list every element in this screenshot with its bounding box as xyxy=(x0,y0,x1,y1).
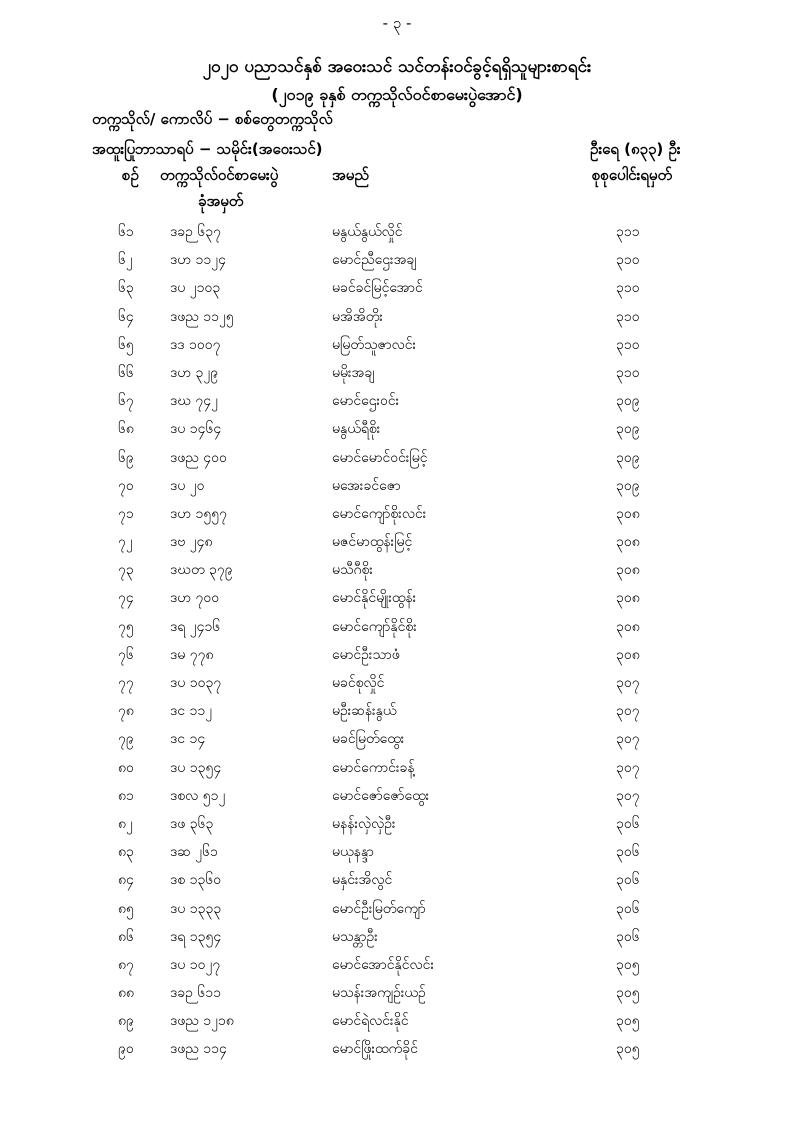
total-score: ၃၁၀ xyxy=(616,364,640,381)
total-score: ၃၀၅ xyxy=(616,985,640,1002)
row-number: ၇၃ xyxy=(118,562,134,579)
row-number: ၇၅ xyxy=(118,618,134,635)
row-number: ၇၇ xyxy=(118,675,134,691)
table-row xyxy=(0,673,794,701)
row-number: ၈၄ xyxy=(118,872,134,889)
roll-number: ဒဃ ၇၄၂ xyxy=(170,393,219,410)
student-name: မောင်ကောင်းခန့် xyxy=(332,759,415,776)
table-row xyxy=(0,870,794,898)
roll-number: ဒဆ ၂၆၁ xyxy=(170,844,218,861)
row-number: ၆၄ xyxy=(118,308,134,325)
roll-number: ဒပ ၁၄၆၄ xyxy=(170,421,222,438)
table-row xyxy=(0,645,794,673)
row-number: ၈၉ xyxy=(118,1013,134,1030)
roll-number: ဒဟ ၇၀၀ xyxy=(170,590,220,607)
row-number: ၆၉ xyxy=(118,449,134,466)
student-name: မောင်ဦးသာဖံ xyxy=(332,646,400,663)
major-line: အထူးပြုဘာသာရပ် − သမိုင်း(အဝေးသင်) xyxy=(92,140,323,158)
total-score: ၃၀၈ xyxy=(616,534,640,551)
roll-number: ဒပ ၂၀ xyxy=(170,477,205,494)
roll-number: ဒစလ ၅၁၂ xyxy=(170,787,226,804)
student-name: မခင်မြတ်ထွေး xyxy=(332,731,405,748)
row-number: ၈၆ xyxy=(118,928,134,945)
table-row xyxy=(0,504,794,532)
count-label: ဦးရေ (၈၃၃) ဦး xyxy=(590,140,681,158)
student-name: မသန္တာဦး xyxy=(332,928,378,945)
table-row xyxy=(0,363,794,391)
student-name: မောင်ဇော်ဇော်ထွေး xyxy=(332,787,430,804)
table-row xyxy=(0,335,794,363)
total-score: ၃၀၆ xyxy=(616,900,640,917)
student-name: မနွယ်နွယ်လှိုင် xyxy=(332,224,403,240)
row-number: ၆၈ xyxy=(118,421,134,438)
student-name: မောင်ဌေးဝင်း xyxy=(332,393,400,410)
total-score: ၃၀၇ xyxy=(616,703,640,720)
student-name: မယုနန္ဒာ xyxy=(332,844,374,861)
header-score: စုစုပေါင်းရမှတ် xyxy=(592,166,673,184)
roll-number: ဒရ ၁၃၅၄ xyxy=(170,928,222,945)
table-row xyxy=(0,899,794,927)
roll-number: ဒခဉ ၆၁၁ xyxy=(170,985,222,1002)
row-number: ၈၂ xyxy=(118,815,133,832)
total-score: ၃၀၈ xyxy=(616,590,640,607)
roll-number: ဒဖည ၄၀၀ xyxy=(170,449,227,466)
student-name: မနန်းလှဲလှဲဦး xyxy=(332,815,396,832)
table-row xyxy=(0,391,794,419)
row-number: ၇၄ xyxy=(118,590,134,607)
total-score: ၃၀၅ xyxy=(616,956,640,973)
roll-number: ဒခဉ ၆၃၇ xyxy=(170,224,222,240)
total-score: ၃၀၆ xyxy=(616,815,640,832)
row-number: ၈၁ xyxy=(118,787,134,804)
table-row xyxy=(0,814,794,842)
total-score: ၃၀၈ xyxy=(616,646,640,663)
table-row xyxy=(0,588,794,616)
roll-number: ဒပ ၁၃၅၄ xyxy=(170,759,222,776)
roll-number: ဒစ ၁၃၆၀ xyxy=(170,872,222,889)
row-number: ၇၁ xyxy=(118,505,134,522)
row-number: ၇၆ xyxy=(118,646,134,663)
roll-number: ဒပ ၁၃၃၃ xyxy=(170,900,222,917)
total-score: ၃၀၉ xyxy=(616,421,640,438)
total-score: ၃၀၇ xyxy=(616,759,640,776)
roll-number: ဒဒ ၁၀၀၇ xyxy=(170,336,221,353)
table-row xyxy=(0,758,794,786)
total-score: ၃၀၇ xyxy=(616,787,640,804)
page-number: - ၃ - xyxy=(382,14,412,32)
row-number: ၆၅ xyxy=(118,336,134,353)
row-number: ၆၃ xyxy=(118,280,134,297)
document-title: ၂၀၂၀ ပညာသင်နှစ် အဝေးသင် သင်တန်းဝင်ခွင့်ရရှိသူများစာရင်း xyxy=(202,57,592,77)
roll-number: ဒဟ ၃၂၉ xyxy=(170,364,219,381)
total-score: ၃၀၉ xyxy=(616,477,640,494)
student-name: မနှင်းအိလွင် xyxy=(332,872,393,889)
university-line: တက္ကသိုလ်/ ကောလိပ် − စစ်တွေတက္ကသိုလ် xyxy=(92,110,333,128)
total-score: ၃၁၀ xyxy=(616,280,640,297)
student-name: မမြတ်သူဇာလင်း xyxy=(332,336,417,353)
table-row xyxy=(0,842,794,870)
table-row xyxy=(0,729,794,757)
total-score: ၃၀၆ xyxy=(616,872,640,889)
document-subtitle: (၂၀၁၉ ခုနှစ် တက္ကသိုလ်ဝင်စာမေးပွဲအောင်) xyxy=(271,85,523,104)
student-name: မောင်မောင်ဝင်းမြင့် xyxy=(332,449,428,466)
table-row xyxy=(0,560,794,588)
row-number: ၉၀ xyxy=(118,1041,134,1058)
total-score: ၃၀၆ xyxy=(616,844,640,861)
student-name: မအေးခင်ဇော xyxy=(332,477,401,494)
total-score: ၃၀၈ xyxy=(616,505,640,522)
student-name: မောင်အောင်နိုင်လင်း xyxy=(332,956,434,973)
student-name: မောင်နိုင်မျိုးထွန်း xyxy=(332,590,417,607)
total-score: ၃၀၈ xyxy=(616,562,640,579)
roll-number: ဒဟ ၁၅၅၇ xyxy=(170,505,227,522)
table-row xyxy=(0,1039,794,1067)
header-no: စဉ် xyxy=(122,166,139,184)
table-row xyxy=(0,786,794,814)
student-name: မမိုးအချ xyxy=(332,364,375,381)
student-name: မောင်ဖြိုးထက်ခိုင် xyxy=(332,1041,418,1058)
total-score: ၃၀၅ xyxy=(616,1013,640,1030)
row-number: ၇၂ xyxy=(118,534,133,551)
roll-number: ဒင ၁၄ xyxy=(170,731,206,748)
roll-number: ဒရ ၂၄၁၆ xyxy=(170,618,221,635)
roll-number: ဒဟ ၁၁၂၄ xyxy=(170,252,226,269)
row-number: ၇၉ xyxy=(118,731,134,748)
row-number: ၈၃ xyxy=(118,844,134,861)
total-score: ၃၀၉ xyxy=(616,449,640,466)
student-name: မဇင်မာထွန်းမြင့် xyxy=(332,534,413,551)
table-row xyxy=(0,278,794,306)
student-name: မခင်စုလှိုင် xyxy=(332,675,385,691)
table-row xyxy=(0,476,794,504)
total-score: ၃၁၁ xyxy=(616,224,640,240)
row-number: ၆၂ xyxy=(118,252,133,269)
table-row xyxy=(0,955,794,983)
total-score: ၃၀၇ xyxy=(616,731,640,748)
total-score: ၃၀၆ xyxy=(616,928,640,945)
row-number: ၈၈ xyxy=(118,985,134,1002)
student-name: မဦးဆန်းနွယ် xyxy=(332,703,397,720)
roll-number: ဒဖ ၃၆၃ xyxy=(170,815,214,832)
header-name: အမည် xyxy=(332,166,369,184)
student-name: မသန်းအကျဉ်းယဉ် xyxy=(332,985,426,1002)
roll-number: ဒဖည ၁၁၄ xyxy=(170,1041,227,1058)
row-number: ၆၇ xyxy=(118,393,134,410)
total-score: ၃၀၈ xyxy=(616,618,640,635)
table-row xyxy=(0,532,794,560)
row-number: ၈၀ xyxy=(118,759,134,776)
row-number: ၇၀ xyxy=(118,477,134,494)
student-name: မသီဂီစိုး xyxy=(332,562,373,579)
total-score: ၃၀၉ xyxy=(616,393,640,410)
student-name: မခင်ခင်မြင့်အောင် xyxy=(332,280,423,297)
row-number: ၆၆ xyxy=(118,364,134,381)
table-row xyxy=(0,617,794,645)
table-row xyxy=(0,250,794,278)
table-row xyxy=(0,1011,794,1039)
row-number: ၈၅ xyxy=(118,900,134,917)
roll-number: ဒပ ၁၀၂၇ xyxy=(170,956,221,973)
table-row xyxy=(0,927,794,955)
results-list xyxy=(0,222,794,1068)
total-score: ၃၁၀ xyxy=(616,308,640,325)
student-name: မောင်ကျော်နိုင်စိုး xyxy=(332,618,417,635)
roll-number: ဒပ ၂၁၀၃ xyxy=(170,280,221,297)
roll-number: ဒဃတ ၃၇၉ xyxy=(170,562,233,579)
table-row xyxy=(0,448,794,476)
row-number: ၈၇ xyxy=(118,956,134,973)
total-score: ၃၁၀ xyxy=(616,336,640,353)
student-name: မအိအိတိုး xyxy=(332,308,383,325)
total-score: ၃၁၀ xyxy=(616,252,640,269)
header-roll: တက္ကသိုလ်ဝင်စာမေးပွဲ xyxy=(160,166,279,184)
student-name: မောင်ညီဌေးအချ xyxy=(332,252,417,269)
roll-number: ဒမ ၇၇၈ xyxy=(170,646,214,663)
row-number: ၇၈ xyxy=(118,703,134,720)
roll-number: ဒပ ၁၀၃၇ xyxy=(170,675,222,691)
table-row xyxy=(0,222,794,250)
total-score: ၃၀၅ xyxy=(616,1041,640,1058)
table-row xyxy=(0,701,794,729)
table-row xyxy=(0,419,794,447)
roll-number: ဒဗ ၂၄၈ xyxy=(170,534,213,551)
student-name: မောင်ရဲလင်းနိုင် xyxy=(332,1013,409,1030)
student-name: မောင်ဦးမြတ်ကျော် xyxy=(332,900,426,917)
header-roll-line2: ခုံအမှတ် xyxy=(198,192,244,210)
total-score: ၃၀၇ xyxy=(616,675,640,691)
student-name: မောင်ကျော်စိုးလင်း xyxy=(332,505,427,522)
roll-number: ဒဖည ၁၁၂၅ xyxy=(170,308,234,325)
student-name: မနွယ်ရီစိုး xyxy=(332,421,381,438)
roll-number: ဒဖည ၁၂၁၈ xyxy=(170,1013,234,1030)
roll-number: ဒင ၁၁၂ xyxy=(170,703,213,720)
table-row xyxy=(0,983,794,1011)
row-number: ၆၁ xyxy=(118,224,134,240)
table-row xyxy=(0,307,794,335)
